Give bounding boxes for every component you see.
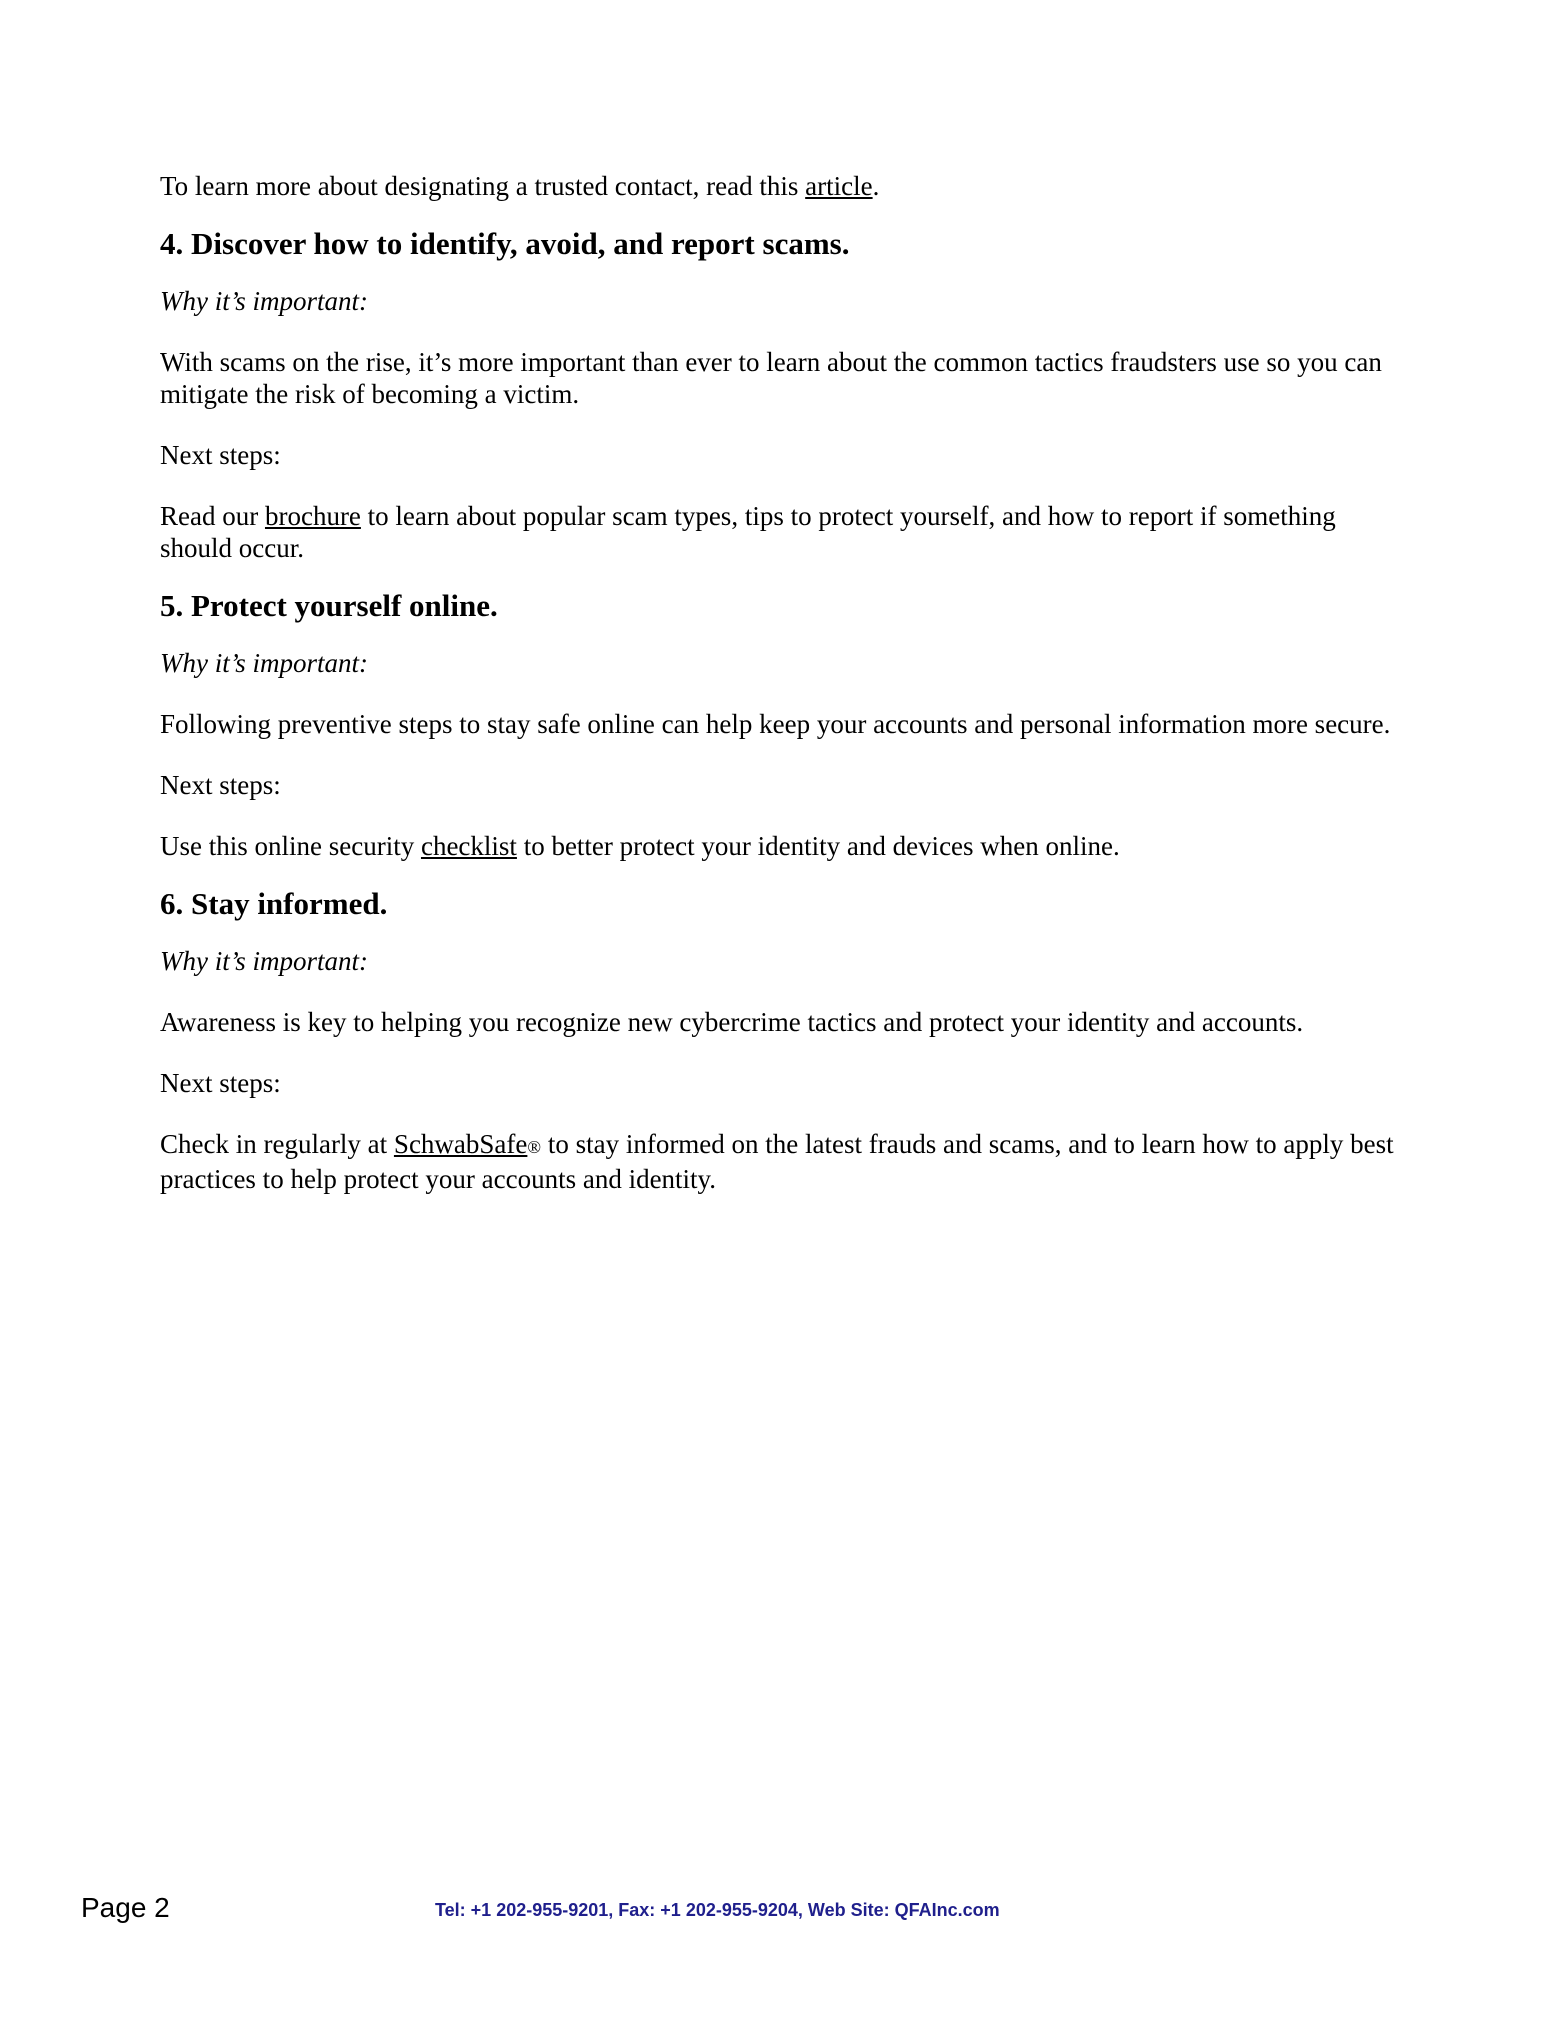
brochure-link[interactable]: brochure	[264, 501, 361, 531]
checklist-link[interactable]: checklist	[420, 831, 517, 861]
section-6-next-text: Check in regularly at SchwabSafe® to stay informed on the latest frauds and scams, and to learn how to apply best practices to help protect your accounts and identity.	[160, 1129, 1394, 1194]
registered-mark: ®	[527, 1137, 542, 1157]
section-5-heading: 5. Protect yourself online.	[160, 588, 498, 623]
section-5-why-text: Following preventive steps to stay safe online can help keep your accounts and personal information more secure.	[160, 709, 1391, 739]
section-5-why-label: Why it’s important:	[160, 648, 368, 678]
section-6-why-label: Why it’s important:	[160, 946, 368, 976]
article-link[interactable]: article	[805, 171, 873, 201]
intro-paragraph: To learn more about designating a trusted contact, read this article.	[160, 171, 880, 201]
page-number: Page 2	[81, 1892, 170, 1923]
schwabsafe-link[interactable]: SchwabSafe	[393, 1129, 528, 1159]
section-4-why-text: With scams on the rise, it’s more important than ever to learn about the common tactics fraudsters use so you can mitigate the risk of becoming a victim.	[160, 347, 1382, 409]
footer-contact-info: Tel: +1 202-955-9201, Fax: +1 202-955-9204, Web Site: QFAInc.com	[435, 1900, 1000, 1920]
section-4-next-label: Next steps:	[160, 440, 281, 470]
section-5-next-label: Next steps:	[160, 770, 281, 800]
section-4-heading: 4. Discover how to identify, avoid, and report scams.	[160, 226, 850, 261]
section-4-next-text: Read our brochure to learn about popular scam types, tips to protect yourself, and how to report if something should occur.	[160, 501, 1336, 563]
section-6-next-label: Next steps:	[160, 1068, 281, 1098]
section-6-heading: 6. Stay informed.	[160, 886, 388, 921]
section-5-next-text: Use this online security checklist to better protect your identity and devices when online.	[160, 831, 1120, 861]
document-body	[160, 170, 1400, 1224]
section-4-why-label: Why it’s important:	[160, 286, 368, 316]
section-6-why-text: Awareness is key to helping you recognize new cybercrime tactics and protect your identity and accounts.	[160, 1007, 1304, 1037]
